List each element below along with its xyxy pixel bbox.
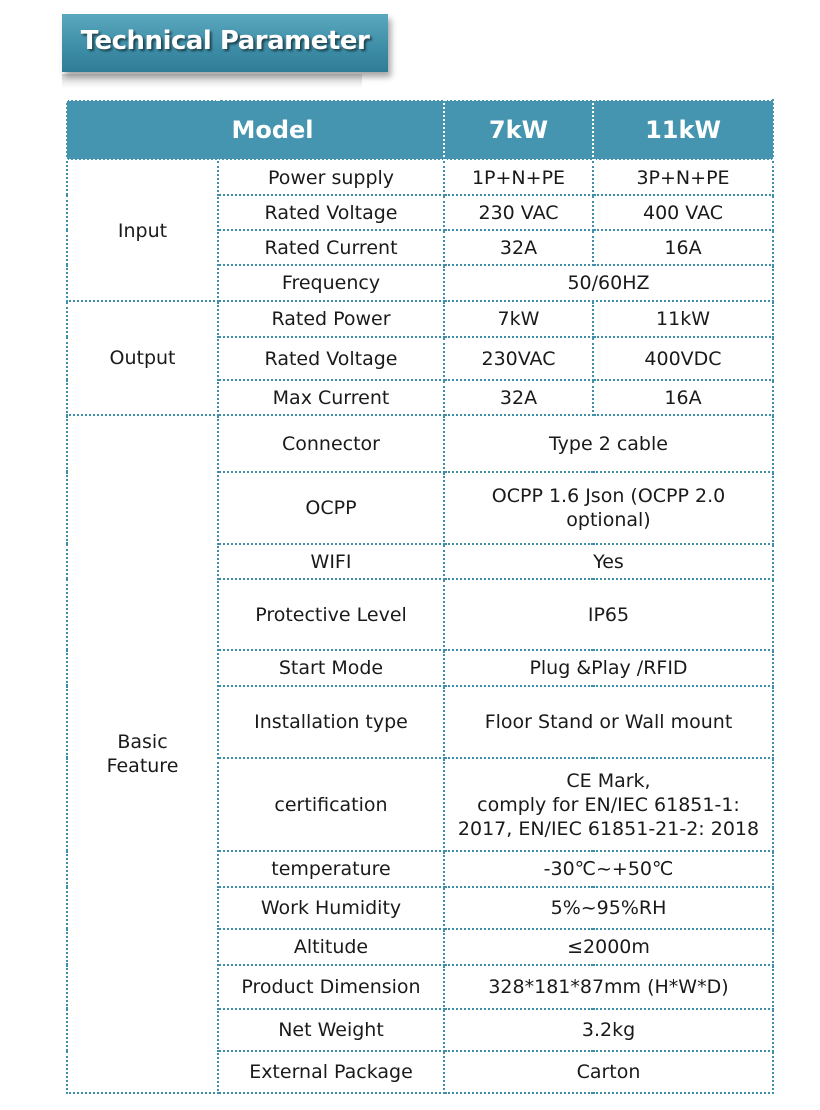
row-label: Protective Level bbox=[218, 579, 444, 650]
row-label: Net Weight bbox=[218, 1009, 444, 1051]
cert-line: CE Mark, bbox=[566, 769, 651, 792]
row-value: IP65 bbox=[444, 579, 773, 650]
page-title: Technical Parameter bbox=[80, 26, 370, 56]
row-label: Max Current bbox=[218, 380, 444, 415]
row-label: Rated Voltage bbox=[218, 195, 444, 230]
row-label: Altitude bbox=[218, 929, 444, 965]
row-label: OCPP bbox=[218, 472, 444, 544]
row-value: 5%~95%RH bbox=[444, 887, 773, 929]
table-row bbox=[67, 415, 773, 472]
row-value: 230 VAC bbox=[444, 195, 593, 230]
row-label: Rated Power bbox=[218, 301, 444, 337]
row-value: 32A bbox=[444, 230, 593, 265]
row-value: 11kW bbox=[593, 301, 773, 337]
row-value: 16A bbox=[593, 230, 773, 265]
row-value: Floor Stand or Wall mount bbox=[444, 686, 773, 758]
group-basic-label: Basic Feature bbox=[106, 731, 179, 777]
row-label: Frequency bbox=[218, 265, 444, 301]
row-value: 1P+N+PE bbox=[444, 160, 593, 195]
cert-line: 2017, EN/IEC 61851-21-2: 2018 bbox=[457, 817, 760, 840]
row-value: 16A bbox=[593, 380, 773, 415]
cert-line: comply for EN/IEC 61851-1: bbox=[477, 793, 740, 816]
row-value: 7kW bbox=[444, 301, 593, 337]
row-value bbox=[444, 758, 773, 851]
row-value: 328*181*87mm (H*W*D) bbox=[444, 965, 773, 1009]
row-value: Plug &Play /RFID bbox=[444, 650, 773, 686]
row-label: Rated Current bbox=[218, 230, 444, 265]
banner-shadow bbox=[62, 74, 362, 88]
row-value: 400 VAC bbox=[593, 195, 773, 230]
table-row bbox=[67, 301, 773, 337]
row-label: temperature bbox=[218, 851, 444, 887]
row-label: Installation type bbox=[218, 686, 444, 758]
header-7kw: 7kW bbox=[444, 100, 593, 160]
row-value: 3.2kg bbox=[444, 1009, 773, 1051]
group-output: Output bbox=[67, 301, 218, 415]
ocpp-value: OCPP 1.6 Json (OCPP 2.0 optional) bbox=[491, 485, 726, 531]
row-value: -30℃~+50℃ bbox=[444, 851, 773, 887]
row-label: certification bbox=[218, 758, 444, 851]
table-header-row bbox=[67, 100, 773, 160]
row-value: 3P+N+PE bbox=[593, 160, 773, 195]
title-banner bbox=[62, 14, 388, 72]
row-value: 32A bbox=[444, 380, 593, 415]
row-value: Carton bbox=[444, 1051, 773, 1093]
spec-table bbox=[66, 99, 774, 1094]
group-basic-feature bbox=[67, 415, 218, 1093]
row-value: Type 2 cable bbox=[444, 415, 773, 472]
row-label: WIFI bbox=[218, 544, 444, 579]
group-input: Input bbox=[67, 160, 218, 301]
row-label: Rated Voltage bbox=[218, 337, 444, 380]
row-label: Work Humidity bbox=[218, 887, 444, 929]
row-label: External Package bbox=[218, 1051, 444, 1093]
row-value: 50/60HZ bbox=[444, 265, 773, 301]
header-11kw: 11kW bbox=[593, 100, 773, 160]
row-label: Start Mode bbox=[218, 650, 444, 686]
row-label: Connector bbox=[218, 415, 444, 472]
row-value: Yes bbox=[444, 544, 773, 579]
row-value: 230VAC bbox=[444, 337, 593, 380]
header-model: Model bbox=[67, 100, 444, 160]
row-value bbox=[444, 472, 773, 544]
table-row bbox=[67, 160, 773, 195]
row-value: 400VDC bbox=[593, 337, 773, 380]
row-label: Power supply bbox=[218, 160, 444, 195]
row-value: ≤2000m bbox=[444, 929, 773, 965]
row-label: Product Dimension bbox=[218, 965, 444, 1009]
